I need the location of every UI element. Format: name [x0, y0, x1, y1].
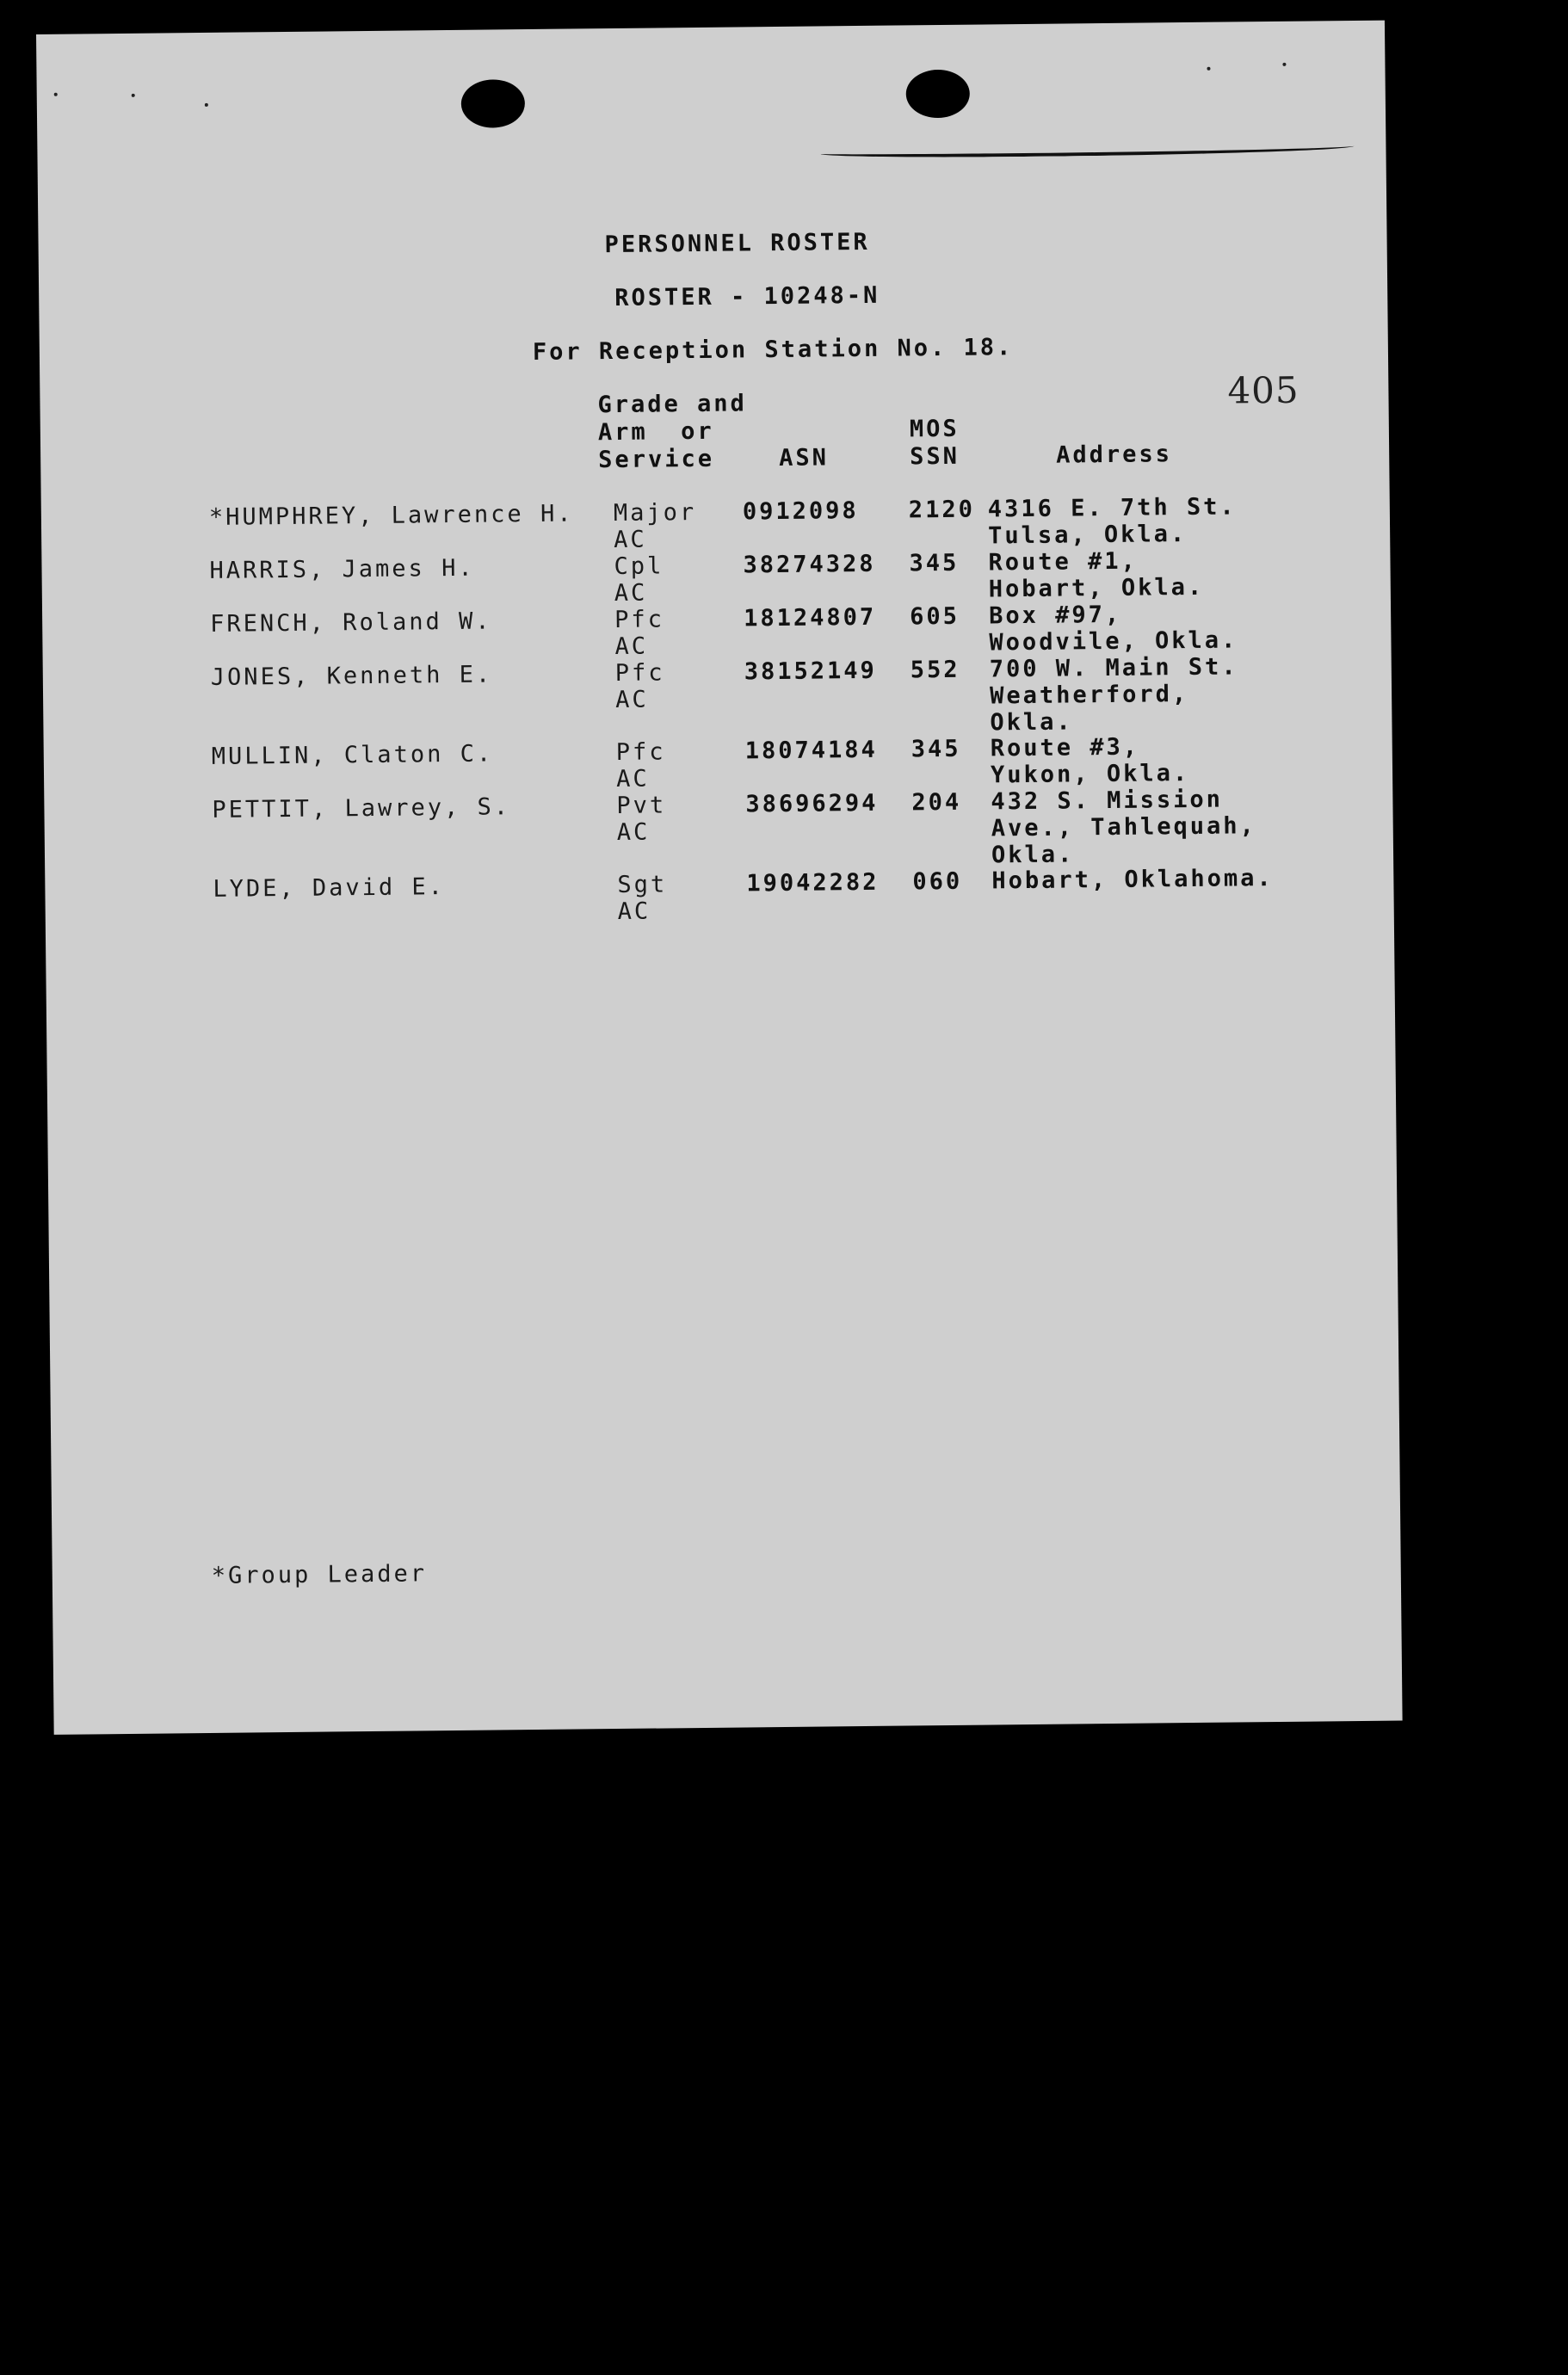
row-name: LYDE, David E.: [213, 873, 446, 903]
header-mos: MOS SSN: [909, 415, 960, 471]
page-number: 405: [1227, 368, 1299, 412]
row-name: *HUMPHREY, Lawrence H.: [208, 500, 574, 531]
row-grade: Pvt AC: [616, 792, 667, 846]
row-mos: 060: [912, 867, 963, 896]
station-line: For Reception Station No. 18.: [532, 334, 1014, 366]
row-name: HARRIS, James H.: [209, 554, 475, 584]
row-address: Hobart, Oklahoma.: [991, 864, 1274, 895]
row-address: 432 S. Mission Ave., Tahlequah, Okla.: [991, 786, 1256, 869]
speck: [205, 103, 208, 107]
row-mos: 345: [911, 735, 961, 763]
row-asn: 38696294: [745, 789, 879, 818]
row-address: 4316 E. 7th St. Tulsa, Okla.: [987, 493, 1237, 550]
row-asn: 0912098: [742, 497, 859, 526]
row-name: PETTIT, Lawrey, S.: [212, 793, 511, 824]
row-name: FRENCH, Roland W.: [210, 608, 492, 638]
table-row: [44, 785, 1392, 869]
row-grade: Pfc AC: [615, 738, 666, 793]
row-asn: 38274328: [743, 550, 876, 579]
row-grade: Major AC: [613, 498, 697, 554]
row-grade: Pfc AC: [614, 659, 665, 713]
row-address: Box #97, Woodvile, Okla.: [988, 601, 1238, 657]
row-asn: 38152149: [744, 657, 878, 686]
row-asn: 19042282: [746, 868, 880, 898]
row-asn: 18124807: [743, 603, 877, 632]
speck: [132, 94, 135, 97]
table-row: [42, 599, 1391, 660]
row-address: 700 W. Main St. Weatherford, Okla.: [989, 653, 1238, 737]
row-grade: Pfc AC: [614, 606, 665, 660]
row-grade: Cpl AC: [614, 552, 664, 607]
punch-hole-left: [461, 79, 526, 128]
row-mos: 204: [911, 788, 962, 817]
header-asn: ASN: [779, 444, 830, 472]
row-mos: 552: [910, 656, 960, 684]
row-mos: 605: [909, 602, 960, 631]
document-title: PERSONNEL ROSTER: [604, 228, 870, 259]
footnote: *Group Leader: [211, 1560, 428, 1589]
row-mos: 345: [909, 549, 960, 577]
document-page: [36, 21, 1403, 1735]
torn-edge: [820, 141, 1354, 158]
table-row: [41, 546, 1390, 607]
speck: [1282, 63, 1286, 66]
table-row: [43, 652, 1392, 737]
row-name: JONES, Kenneth E.: [210, 661, 493, 691]
header-address: Address: [1056, 441, 1173, 469]
table-row: [45, 864, 1393, 925]
row-grade: Sgt AC: [617, 871, 668, 925]
header-grade: Grade and Arm or Service: [597, 390, 748, 474]
row-address: Route #3, Yukon, Okla.: [990, 733, 1190, 789]
row-address: Route #1, Hobart, Okla.: [988, 547, 1205, 603]
speck: [1207, 67, 1210, 71]
roster-number: ROSTER - 10248-N: [614, 281, 880, 312]
speck: [54, 93, 58, 96]
row-name: MULLIN, Claton C.: [211, 740, 494, 770]
punch-hole-right: [905, 70, 970, 119]
row-mos: 2120: [908, 496, 976, 524]
row-asn: 18074184: [744, 736, 878, 765]
table-row: [41, 492, 1390, 554]
